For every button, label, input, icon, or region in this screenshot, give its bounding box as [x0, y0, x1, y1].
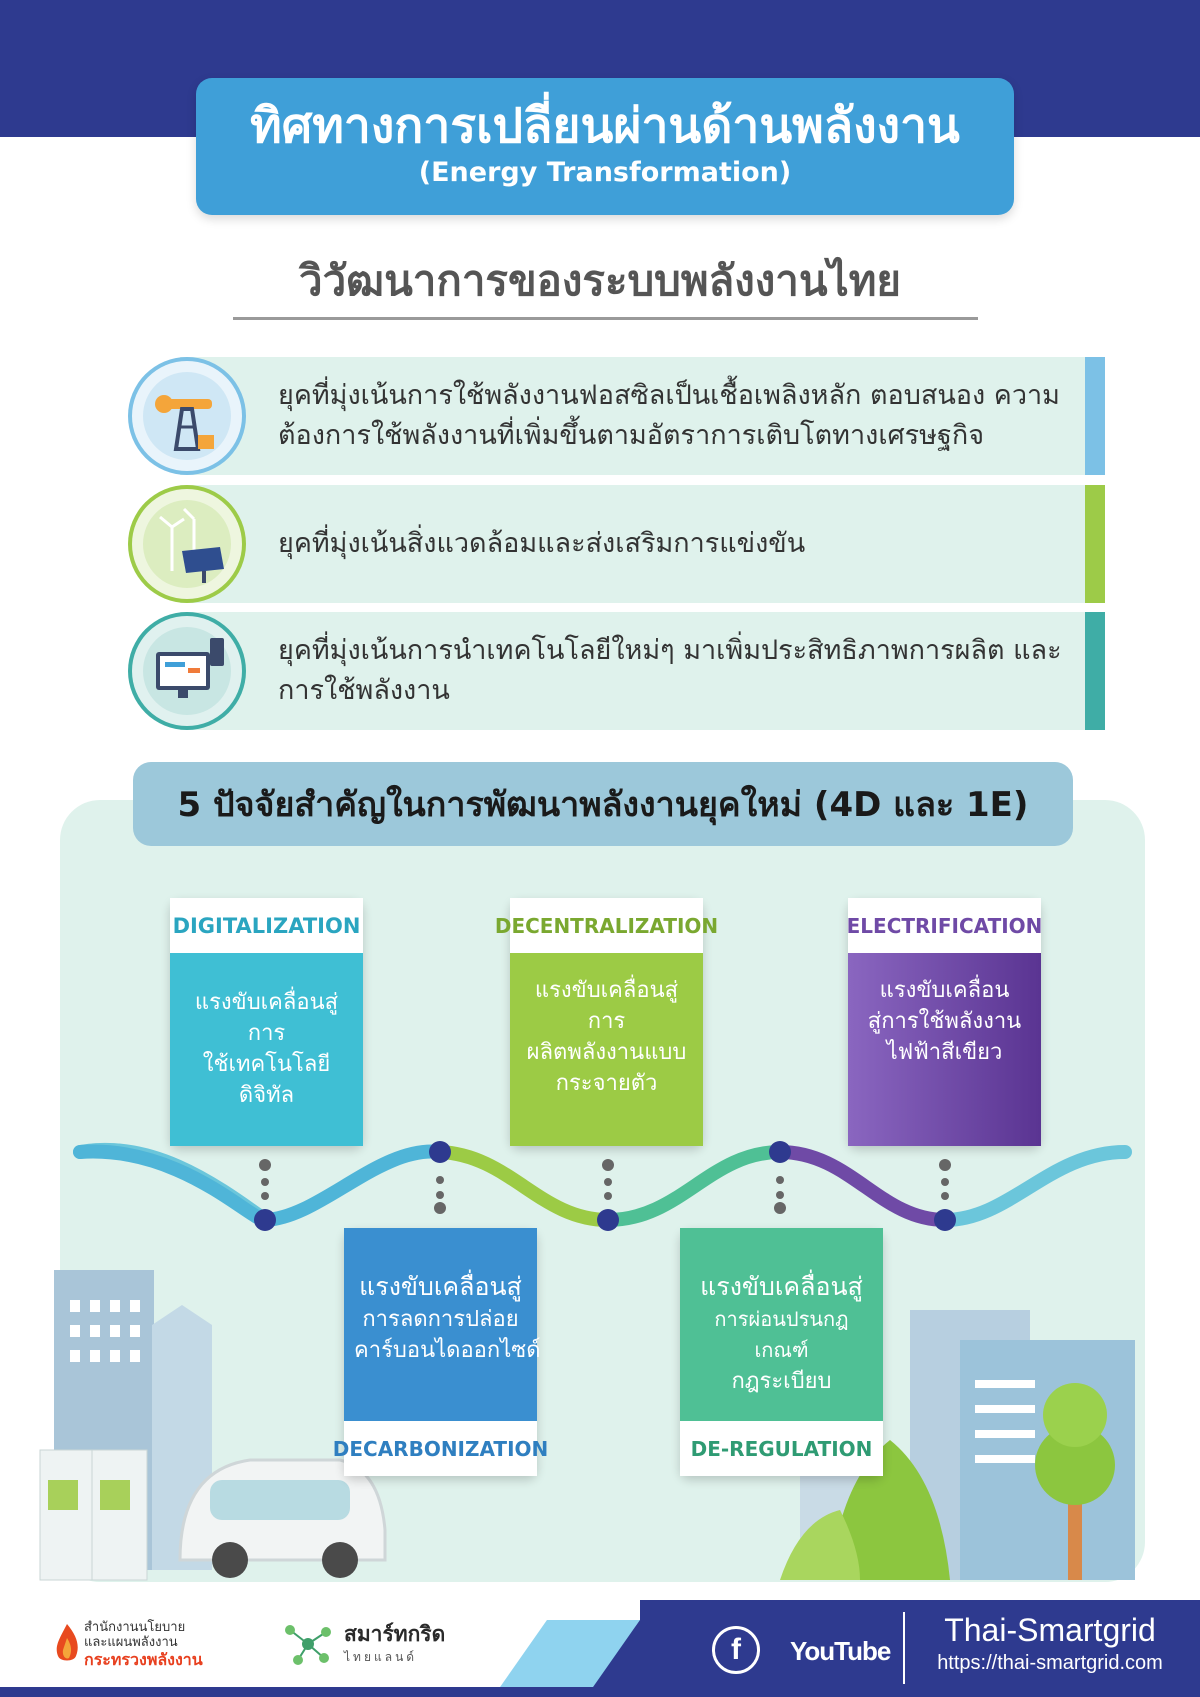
- ministry-logo: [84, 1620, 203, 1670]
- page-title: ทิศทางการเปลี่ยนผ่านด้านพลังงาน: [250, 98, 960, 154]
- era-row-fossil: [180, 357, 1105, 475]
- factor-card-deregulation: [680, 1228, 883, 1476]
- footer-divider: [903, 1612, 905, 1684]
- ministry-name-line: สำนักงานนโยบาย: [84, 1620, 186, 1635]
- youtube-icon[interactable]: YouTube: [790, 1636, 891, 1666]
- card-text-line: สู่การใช้พลังงาน: [867, 1009, 1022, 1034]
- card-heading: DECENTRALIZATION: [510, 898, 703, 953]
- era-accent-bar: [1085, 485, 1105, 603]
- site-name: Thai-Smartgrid: [944, 1612, 1156, 1648]
- card-heading: DECARBONIZATION: [344, 1421, 537, 1476]
- card-text-line: ผลิตพลังงานแบบ: [526, 1040, 687, 1065]
- oil-pump-icon: [132, 361, 242, 471]
- page-title-english: (Energy Transformation): [418, 157, 792, 188]
- card-text-line: การลดการปล่อย: [362, 1307, 519, 1332]
- card-heading: DE-REGULATION: [680, 1421, 883, 1476]
- card-text-line: การผ่อนปรนกฎเกณฑ์: [714, 1307, 849, 1362]
- card-text-line: แรงขับเคลื่อนสู่การ: [194, 990, 339, 1046]
- site-info: [920, 1610, 1180, 1676]
- era-row-technology: [180, 612, 1105, 730]
- smartgrid-network-icon: [280, 1620, 336, 1668]
- era-text: ยุคที่มุ่งเน้นการนำเทคโนโลยีใหม่ๆ มาเพิ่มประสิทธิภาพการผลิต และการใช้พลังงาน: [278, 635, 1062, 706]
- ministry-flame-icon: [52, 1622, 82, 1666]
- card-text-line: กฎระเบียบ: [731, 1369, 832, 1394]
- era-text: ยุคที่มุ่งเน้นสิ่งแวดล้อมและส่งเสริมการแข่งขัน: [278, 528, 806, 559]
- subtitle-divider: [233, 317, 978, 320]
- title-banner: [196, 78, 1014, 215]
- section-subtitle: วิวัฒนาการของระบบพลังงานไทย: [298, 256, 901, 305]
- factors-title: 5 ปัจจัยสำคัญในการพัฒนาพลังงานยุคใหม่ (4D และ 1E): [133, 762, 1073, 846]
- factor-card-decarbonization: [332, 1228, 549, 1476]
- card-text-line: ใช้เทคโนโลยีดิจิทัล: [202, 1052, 331, 1108]
- card-text-line: แรงขับเคลื่อนสู่: [700, 1272, 863, 1301]
- facebook-icon[interactable]: f: [712, 1626, 760, 1674]
- ministry-name-main: กระทรวงพลังงาน: [84, 1650, 203, 1669]
- card-text-line: ไฟฟ้าสีเขียว: [886, 1040, 1003, 1065]
- card-heading: ELECTRIFICATION: [848, 898, 1041, 953]
- computer-icon: [132, 616, 242, 726]
- card-text-line: แรงขับเคลื่อน: [879, 978, 1010, 1003]
- card-text-line: แรงขับเคลื่อนสู่: [359, 1272, 522, 1301]
- card-text-line: แรงขับเคลื่อนสู่การ: [534, 978, 679, 1034]
- era-accent-bar: [1085, 612, 1105, 730]
- era-row-environment: [180, 485, 1105, 603]
- bottom-strip: [0, 1687, 1200, 1697]
- wind-solar-icon: [132, 489, 242, 599]
- factor-card-digitalization: [170, 898, 363, 1146]
- era-accent-bar: [1085, 357, 1105, 475]
- era-text: ยุคที่มุ่งเน้นการใช้พลังงานฟอสซิลเป็นเชื้อเพลิงหลัก ตอบสนอง ความต้องการใช้พลังงานที่เพิ่มขึ้นตามอัตราการเติบโตทางเศรษฐกิจ: [278, 380, 1060, 451]
- card-heading: DIGITALIZATION: [170, 898, 363, 953]
- factor-card-decentralization: [494, 898, 719, 1146]
- card-text-line: กระจายตัว: [555, 1071, 658, 1096]
- smartgrid-name: สมาร์ทกริด: [344, 1622, 446, 1646]
- city-illustration: [40, 1230, 1160, 1590]
- ministry-name-line: และแผนพลังงาน: [84, 1635, 178, 1650]
- factor-card-electrification: [848, 898, 1041, 1146]
- site-url[interactable]: https://thai-smartgrid.com: [937, 1652, 1163, 1674]
- smartgrid-logo: [344, 1620, 445, 1667]
- card-text-line: คาร์บอนไดออกไซด์: [354, 1338, 541, 1363]
- smartgrid-subname: ไทยแลนด์: [344, 1650, 418, 1664]
